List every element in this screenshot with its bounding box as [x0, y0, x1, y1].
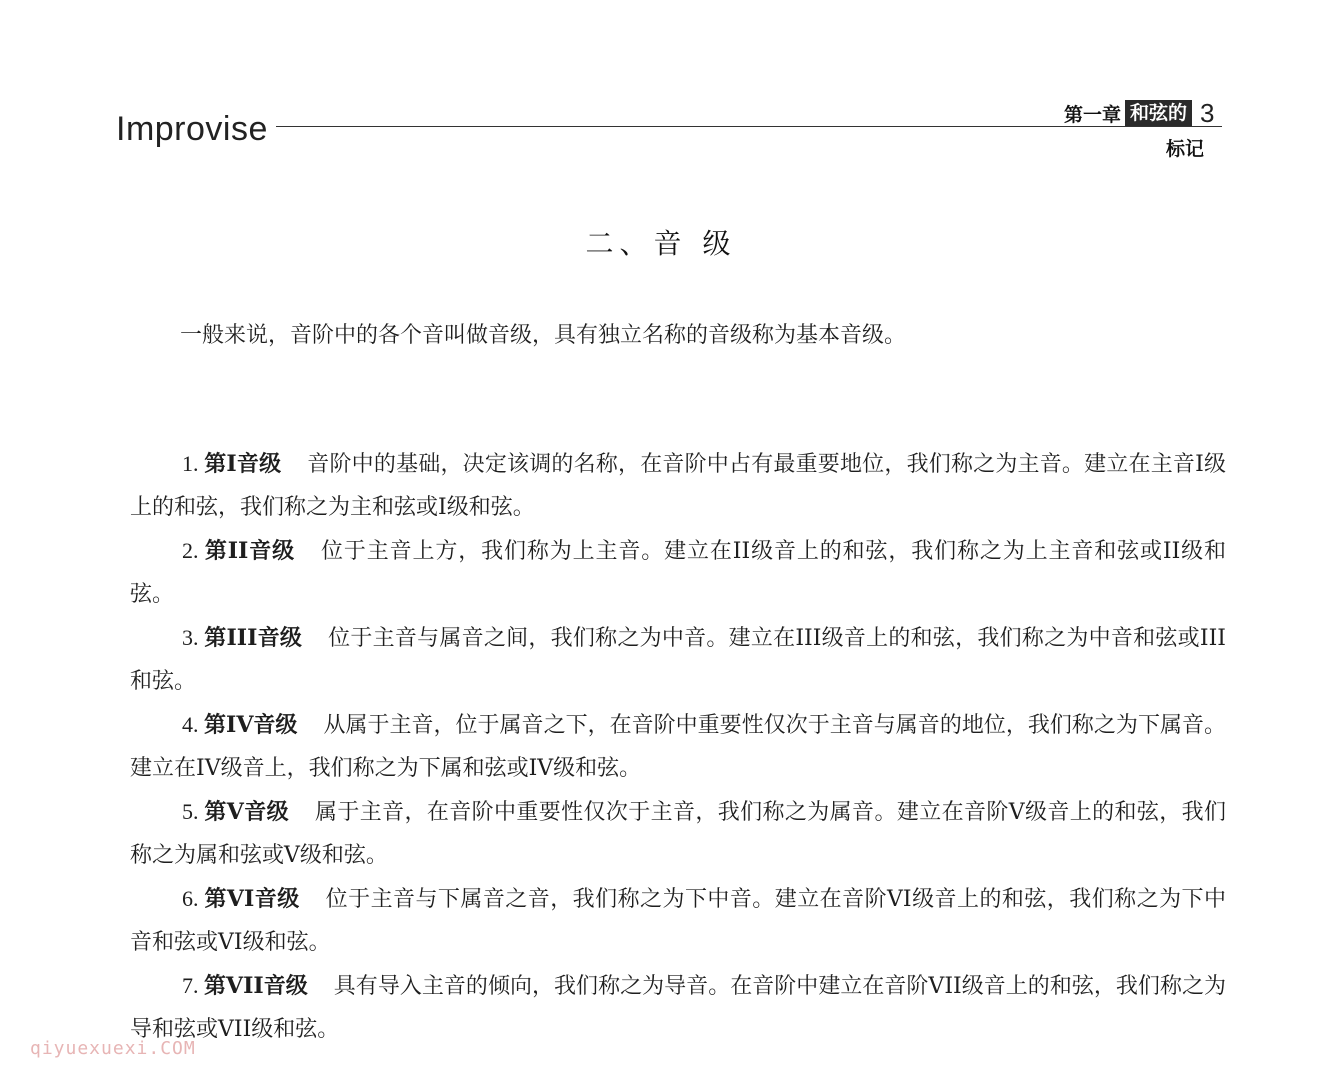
item-number: 3.: [182, 625, 205, 650]
item-text: 音阶中的基础，决定该调的名称，在音阶中占有最重要地位，我们称之为主音。建立在主音I级上的和弦，我们称之为主和弦或I级和弦。: [130, 452, 1226, 520]
item-number: 6.: [182, 886, 205, 911]
item-text: 位于主音与下属音之音，我们称之为下中音。建立在音阶VI级音上的和弦，我们称之为下中音和弦或VI级和弦。: [130, 887, 1226, 955]
item-term: 第VII音级: [204, 973, 308, 999]
item-number: 7.: [182, 973, 205, 998]
chapter-title-box: 和弦的: [1125, 100, 1192, 126]
intro-paragraph: 一般来说，音阶中的各个音叫做音级，具有独立名称的音级称为基本音级。: [180, 323, 907, 348]
item-text: 位于主音上方，我们称为上主音。建立在II级音上的和弦，我们称之为上主音和弦或II级和弦。: [130, 539, 1227, 607]
item-term: 第V音级: [204, 799, 289, 825]
item-text: 具有导入主音的倾向，我们称之为导音。在音阶中建立在音阶VII级音上的和弦，我们称之为导和弦或VII级和弦。: [130, 974, 1226, 1042]
section-title: 二、音 级: [585, 227, 737, 260]
item-text: 属于主音，在音阶中重要性仅次于主音，我们称之为属音。建立在音阶V级音上的和弦，我们称之为属和弦或V级和弦。: [130, 800, 1227, 868]
item-term: 第IV音级: [204, 712, 298, 738]
list-item: [130, 442, 1226, 529]
list-item: [130, 964, 1226, 1051]
brand-title: Improvise: [116, 110, 268, 148]
item-number: 1.: [182, 451, 205, 476]
item-text: 位于主音与属音之间，我们称之为中音。建立在III级音上的和弦，我们称之为中音和弦或III和弦。: [130, 626, 1226, 694]
watermark: qiyuexuexi.COM: [30, 1038, 196, 1059]
list-item: [130, 877, 1226, 964]
item-term: 第VI音级: [204, 886, 300, 912]
list-item: [130, 616, 1226, 703]
list-item: [130, 703, 1226, 790]
item-term: 第II音级: [204, 538, 295, 564]
item-number: 2.: [182, 538, 205, 563]
item-term: 第III音级: [204, 625, 303, 651]
chapter-label: 第一章: [1064, 103, 1122, 126]
chapter-heading: [1064, 99, 1215, 127]
item-number: 4.: [182, 712, 205, 737]
page-number: 3: [1200, 97, 1215, 128]
list-item: [130, 529, 1226, 616]
item-term: 第I音级: [204, 451, 282, 477]
list-item: [130, 790, 1226, 877]
item-number: 5.: [182, 799, 205, 824]
chapter-subtitle: 标记: [1166, 138, 1205, 160]
item-text: 从属于主音，位于属音之下，在音阶中重要性仅次于主音与属音的地位，我们称之为下属音。建立在IV级音上，我们称之为下属和弦或IV级和弦。: [130, 713, 1226, 781]
scale-degree-list: [130, 442, 1226, 1051]
